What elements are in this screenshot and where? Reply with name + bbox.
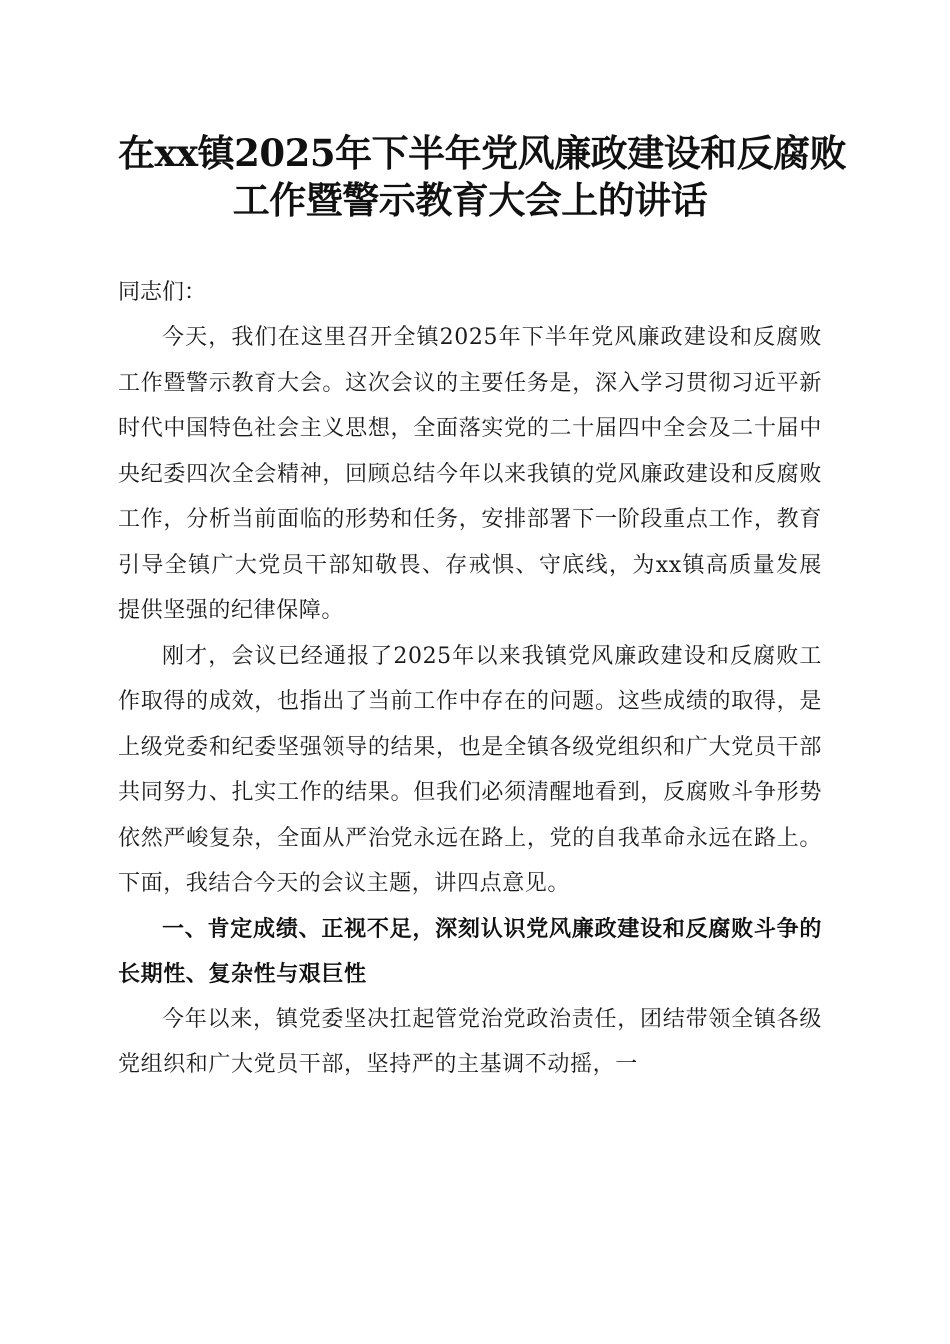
title-line-2: 工作暨警示教育大会上的讲话 <box>232 178 708 222</box>
greeting: 同志们： <box>118 280 207 305</box>
paragraph-review: 刚才，会议已经通报了2025年以来我镇党风廉政建设和反腐败工作取得的成效，也指出了当前工作中存在的问题。这些成绩的取得，是上级党委和纪委坚强领导的结果，也是全镇各级党组织和广大党员干部共同努力、扎实工作的结果。但我们必须清醒地看到，反腐败斗争形势依然严峻复杂，全面从严治党永远在路上，党的自我革命永远在路上。下面，我结合今天的会议主题，讲四点意见。 <box>118 643 822 896</box>
section-heading-1: 一、肯定成绩、正视不足，深刻认识党风廉政建设和反腐败斗争的长期性、复杂性与艰巨性 <box>118 916 822 987</box>
document-page <box>118 130 847 1088</box>
section-1-paragraph: 今年以来，镇党委坚决扛起管党治党政治责任，团结带领全镇各级党组织和广大党员干部，坚持严的主基调不动摇，一 <box>118 1006 822 1077</box>
title-line-1: 在xx镇2025年下半年党风廉政建设和反腐败 <box>118 131 847 175</box>
paragraph-opening: 今天，我们在这里召开全镇2025年下半年党风廉政建设和反腐败工作暨警示教育大会。这次会议的主要任务是，深入学习贯彻习近平新时代中国特色社会主义思想，全面落实党的二十届四中全会及二十届中央纪委四次全会精神，回顾总结今年以来我镇的党风廉政建设和反腐败工作，分析当前面临的形势和任务，安排部署下一阶段重点工作，教育引导全镇广大党员干部知敬畏、存戒惧、守底线，为xx镇高质量发展提供坚强的纪律保障。 <box>118 325 822 623</box>
document-title <box>118 130 847 224</box>
